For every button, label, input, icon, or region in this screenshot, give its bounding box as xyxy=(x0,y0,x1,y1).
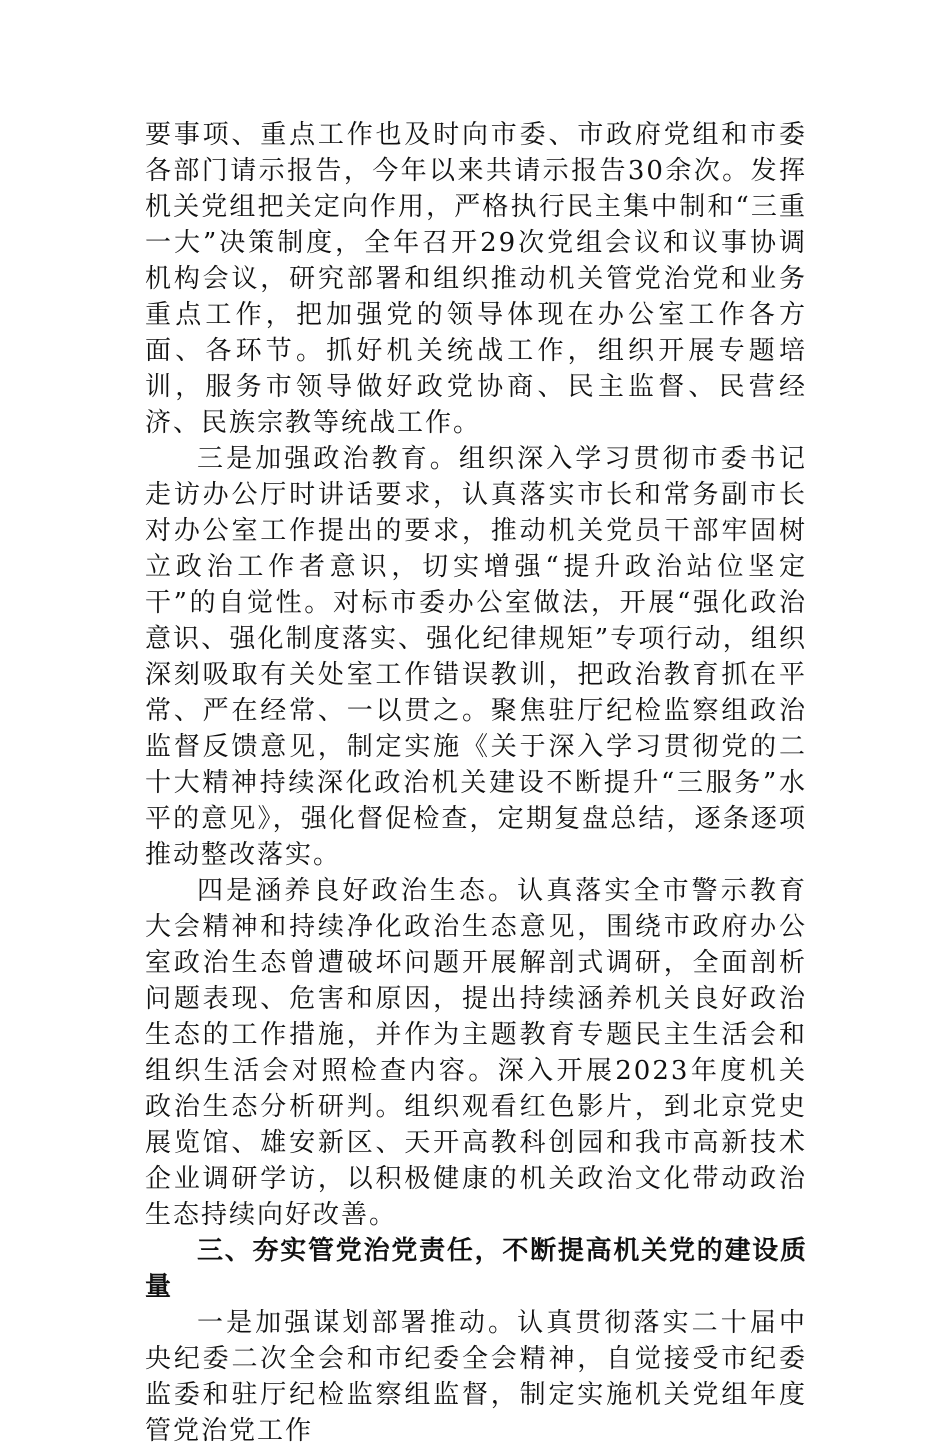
section-heading: 三、夯实管党治党责任，不断提高机关党的建设质量 xyxy=(145,1236,807,1302)
paragraph-2: 三是加强政治教育。组织深入学习贯彻市委书记走访办公厅时讲话要求，认真落实市长和常务副市长对办公室工作提出的要求，推动机关党员干部牢固树立政治工作者意识，切实增强“提升政治站位坚定干”的自觉性。对标市委办公室做法，开展“强化政治意识、强化制度落实、强化纪律规矩”专项行动，组织深刻吸取有关处室工作错误教训，把政治教育抓在平常、严在经常、一以贯之。聚焦驻厅纪检监察组政治监督反馈意见，制定实施《关于深入学习贯彻党的二十大精神持续深化政治机关建设不断提升“三服务”水平的意见》，强化督促检查，定期复盘总结，逐条逐项推动整改落实。 xyxy=(145,444,807,870)
paragraph-1: 要事项、重点工作也及时向市委、市政府党组和市委各部门请示报告，今年以来共请示报告30余次。发挥机关党组把关定向作用，严格执行民主集中制和“三重一大”决策制度，全年召开29次党组会议和议事协调机构会议，研究部署和组织推动机关管党治党和业务重点工作，把加强党的领导体现在办公室工作各方面、各环节。抓好机关统战工作，组织开展专题培训，服务市领导做好政党协商、民主监督、民营经济、民族宗教等统战工作。 xyxy=(145,120,807,438)
document-page xyxy=(145,117,807,1449)
paragraph-3: 四是涵养良好政治生态。认真落实全市警示教育大会精神和持续净化政治生态意见，围绕市政府办公室政治生态曾遭破坏问题开展解剖式调研，全面剖析问题表现、危害和原因，提出持续涵养机关良好政治生态的工作措施，并作为主题教育专题民主生活会和组织生活会对照检查内容。深入开展2023年度机关政治生态分析研判。组织观看红色影片，到北京党史展览馆、雄安新区、天开高教科创园和我市高新技术企业调研学访，以积极健康的机关政治文化带动政治生态持续向好改善。 xyxy=(145,876,807,1230)
paragraph-4: 一是加强谋划部署推动。认真贯彻落实二十届中央纪委二次全会和市纪委全会精神，自觉接受市纪委监委和驻厅纪检监察组监督，制定实施机关党组年度管党治党工作 xyxy=(145,1308,807,1446)
